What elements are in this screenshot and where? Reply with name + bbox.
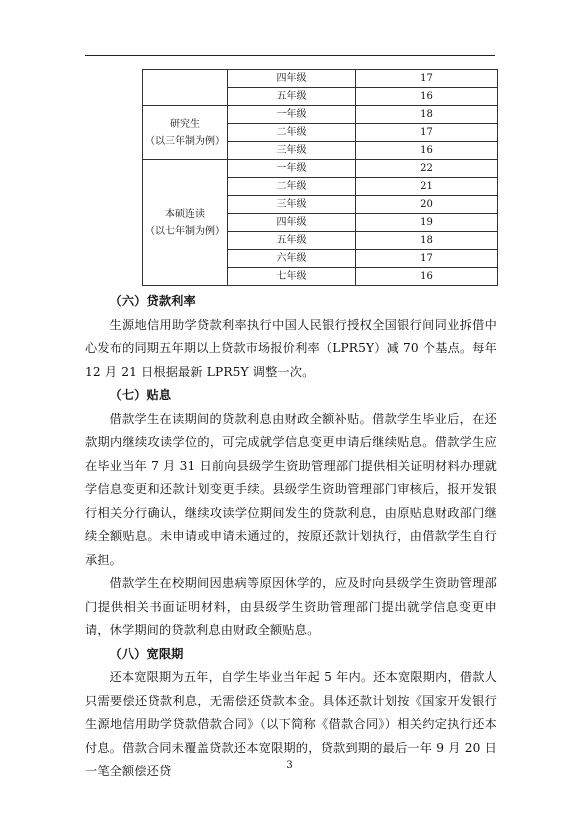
amount-cell: 16 (356, 88, 498, 106)
table-row (143, 106, 498, 124)
table-row (143, 160, 498, 178)
grade-cell: 四年级 (228, 214, 356, 232)
grade-cell: 一年级 (228, 160, 356, 178)
group-label: 研究生 (170, 118, 200, 130)
grade-cell: 三年级 (228, 142, 356, 160)
amount-cell: 16 (356, 142, 498, 160)
grade-cell: 七年级 (228, 268, 356, 286)
grade-cell: 一年级 (228, 106, 356, 124)
group-label: 本硕连读 (165, 208, 205, 220)
table-row (143, 70, 498, 88)
amount-cell: 22 (356, 160, 498, 178)
grade-cell: 二年级 (228, 178, 356, 196)
amount-cell: 20 (356, 196, 498, 214)
section-heading-rate: （六）贷款利率 (109, 294, 196, 308)
section-heading-subsidy: （七）贴息 (109, 388, 172, 402)
grade-cell: 六年级 (228, 250, 356, 268)
amount-cell: 17 (356, 70, 498, 88)
grade-cell: 五年级 (228, 88, 356, 106)
section-heading-grace: （八）宽限期 (109, 646, 184, 661)
subsidy-paragraph-1: 借款学生在读期间的贷款利息由财政全额补贴。借款学生毕业后，在还款期内继续攻读学位的，可完成就学信息变更申请后继续贴息。借款学生应在毕业当年 7 月 31 日前向县级学生资助管理部门提供相关证明材料办理就学信息变更和还款计划变更手续。县级学生资助管理部门审核后，报开发银行相关分行确认，继续攻读学位期间发生的贷款利息，由原贴息财政部门继续全额贴息。未申请或申请未通过的，按原还款计划执行，由借款学生自行承担。 (85, 411, 497, 567)
combined-group-cell (143, 160, 228, 286)
amount-cell: 19 (356, 214, 498, 232)
grade-cell: 四年级 (228, 70, 356, 88)
amount-cell: 16 (356, 268, 498, 286)
grace-paragraph: 还本宽限期为五年，自学生毕业当年起 5 年内。还本宽限期内，借款人只需要偿还贷款利息，无需偿还贷款本金。具体还款计划按《国家开发银行生源地信用助学贷款借款合同》（以下简称《借款合同》）相关约定执行还本付息。借款合同未覆盖贷款还本宽限期的，贷款到期的最后一年 9 月 20 日一笔全额偿还贷 (85, 670, 497, 778)
amount-cell: 18 (356, 232, 498, 250)
amount-cell: 18 (356, 106, 498, 124)
grade-cell: 五年级 (228, 232, 356, 250)
amount-cell: 21 (356, 178, 498, 196)
group-note: （以三年制为例） (145, 135, 225, 147)
table-group-cell (143, 70, 228, 106)
body-text (85, 290, 497, 784)
amount-cell: 17 (356, 124, 498, 142)
subsidy-paragraph-2: 借款学生在校期间因患病等原因休学的，应及时向县级学生资助管理部门提供相关书面证明材料，由县级学生资助管理部门提出就学信息变更申请，休学期间的贷款利息由财政全额贴息。 (85, 576, 497, 637)
header-rule (85, 55, 495, 56)
amount-cell: 17 (356, 250, 498, 268)
rate-paragraph: 生源地信用助学贷款利率执行中国人民银行授权全国银行间同业拆借中心发布的同期五年期以上贷款市场报价利率（LPR5Y）减 70 个基点。每年 12 月 21 日根据最新 LPR5Y 调整一次。 (85, 317, 497, 379)
page-number: 3 (286, 760, 293, 771)
group-note: （以七年制为例） (145, 225, 225, 237)
loan-amount-table (142, 69, 498, 286)
grade-cell: 三年级 (228, 196, 356, 214)
grade-cell: 二年级 (228, 124, 356, 142)
graduate-group-cell (143, 106, 228, 160)
